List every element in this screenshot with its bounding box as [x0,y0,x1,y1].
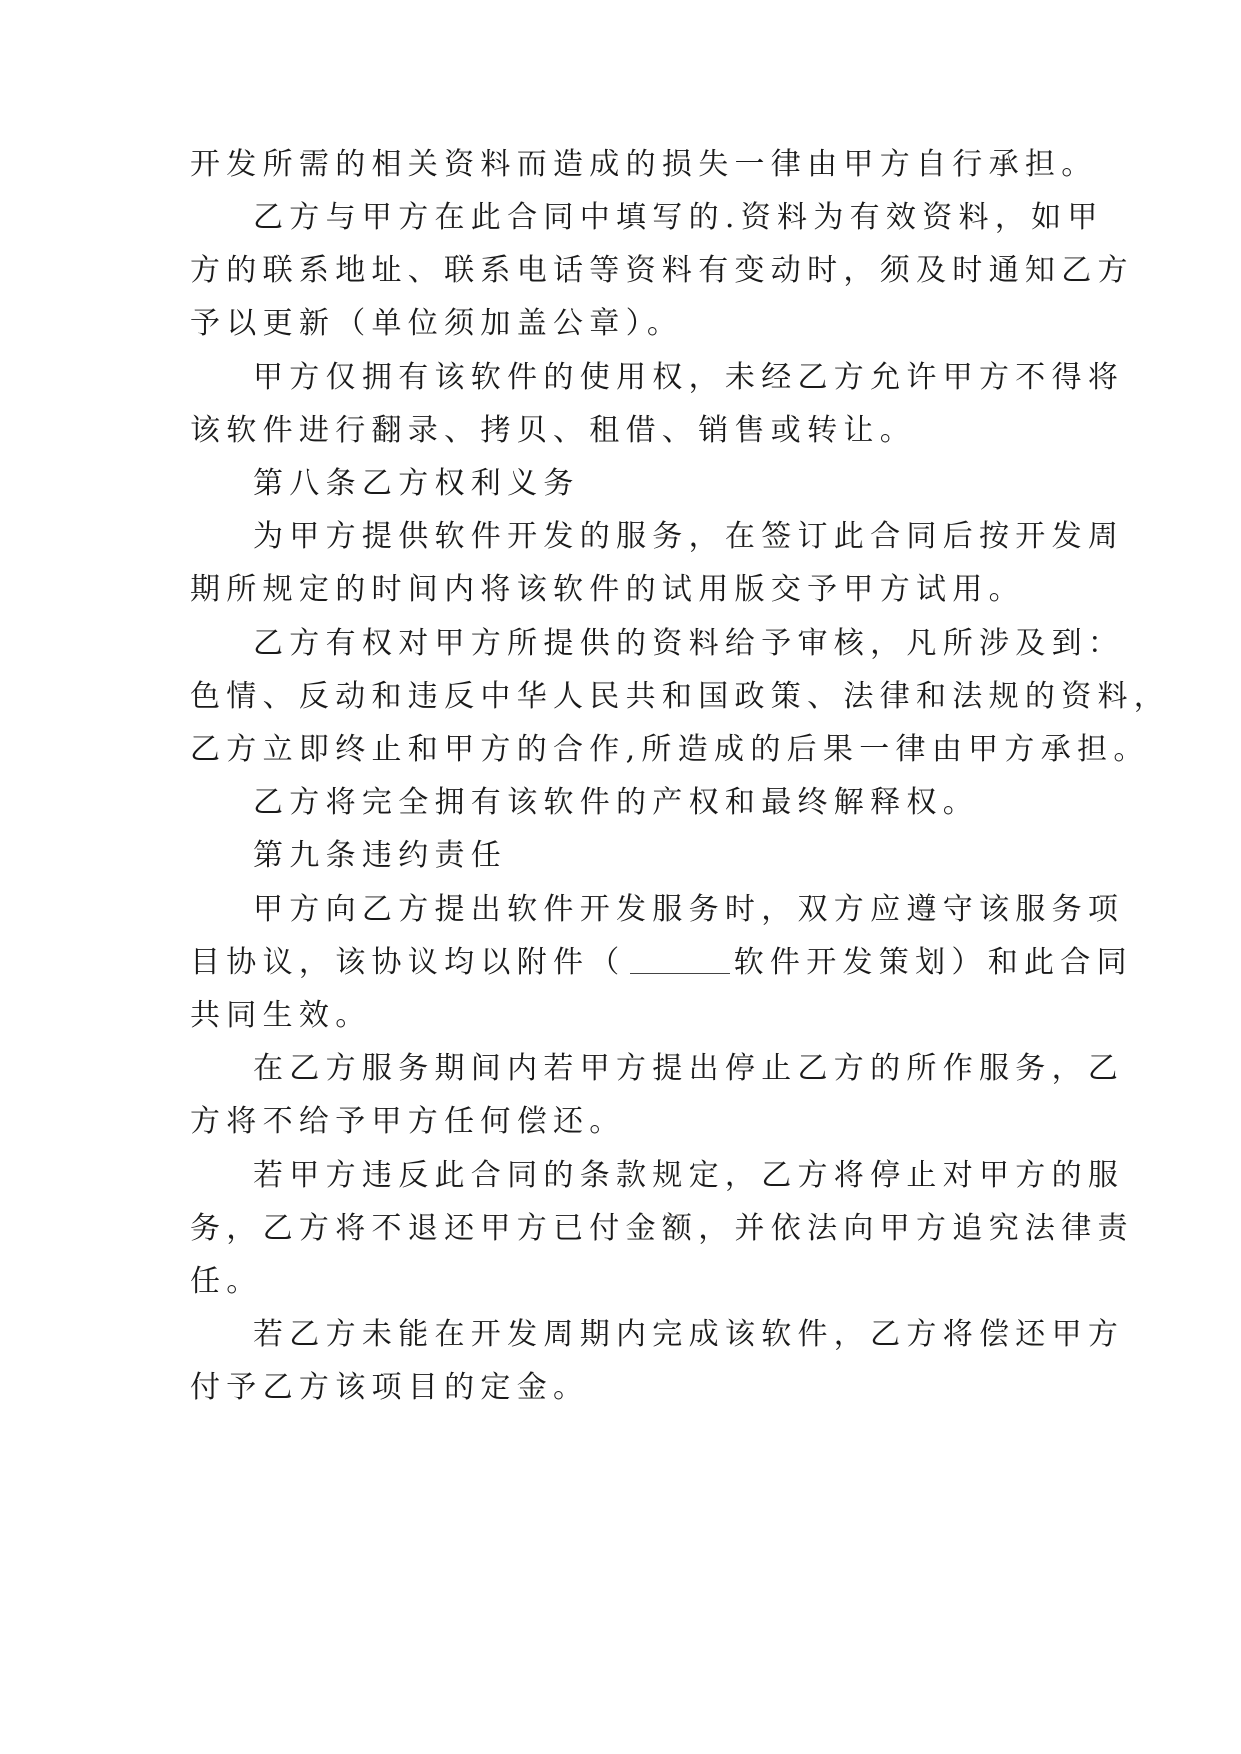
text-line: 色情、反动和违反中华人民共和国政策、法律和法规的资料， [190,679,1171,714]
text-segment: 目协议，该协议均以附件（ [190,945,626,980]
text-line [190,939,1133,987]
paragraph-start: 乙方与甲方在此合同中填写的.资料为有效资料，如甲 [253,200,1104,235]
paragraph-start: 乙方有权对甲方所提供的资料给予审核，凡所涉及到： [253,626,1125,661]
paragraph-start: 在乙方服务期间内若甲方提出停止乙方的所作服务，乙 [253,1051,1125,1086]
article-heading-8: 第八条乙方权利义务 [253,466,580,501]
text-line: 该软件进行翻录、拷贝、租借、销售或转让。 [190,413,916,448]
text-line: 开发所需的相关资料而造成的损失一律由甲方自行承担。 [190,147,1098,182]
text-line: 任。 [190,1264,263,1299]
text-line: 方的联系地址、联系电话等资料有变动时，须及时通知乙方 [190,253,1134,288]
text-line: 期所规定的时间内将该软件的试用版交予甲方试用。 [190,572,1025,607]
paragraph-start: 甲方仅拥有该软件的使用权，未经乙方允许甲方不得将 [253,360,1125,395]
text-line: 乙方立即终止和甲方的合作,所造成的后果一律由甲方承担。 [190,732,1150,767]
text-line: 予以更新（单位须加盖公章）。 [190,306,684,341]
article-heading-9: 第九条违约责任 [253,838,508,873]
paragraph-start: 乙方将完全拥有该软件的产权和最终解释权。 [253,785,979,820]
text-line: 共同生效。 [190,998,372,1033]
paragraph-start: 为甲方提供软件开发的服务，在签订此合同后按开发周 [253,519,1125,554]
fill-in-blank [630,945,730,974]
paragraph-start: 甲方向乙方提出软件开发服务时，双方应遵守该服务项 [253,892,1125,927]
text-line: 务，乙方将不退还甲方已付金额，并依法向甲方追究法律责 [190,1211,1134,1246]
text-line: 方将不给予甲方任何偿还。 [190,1104,626,1139]
text-segment: 软件开发策划）和此合同 [733,945,1133,980]
text-line: 付予乙方该项目的定金。 [190,1370,590,1405]
paragraph-start: 若甲方违反此合同的条款规定，乙方将停止对甲方的服 [253,1158,1125,1193]
paragraph-start: 若乙方未能在开发周期内完成该软件，乙方将偿还甲方 [253,1317,1125,1352]
